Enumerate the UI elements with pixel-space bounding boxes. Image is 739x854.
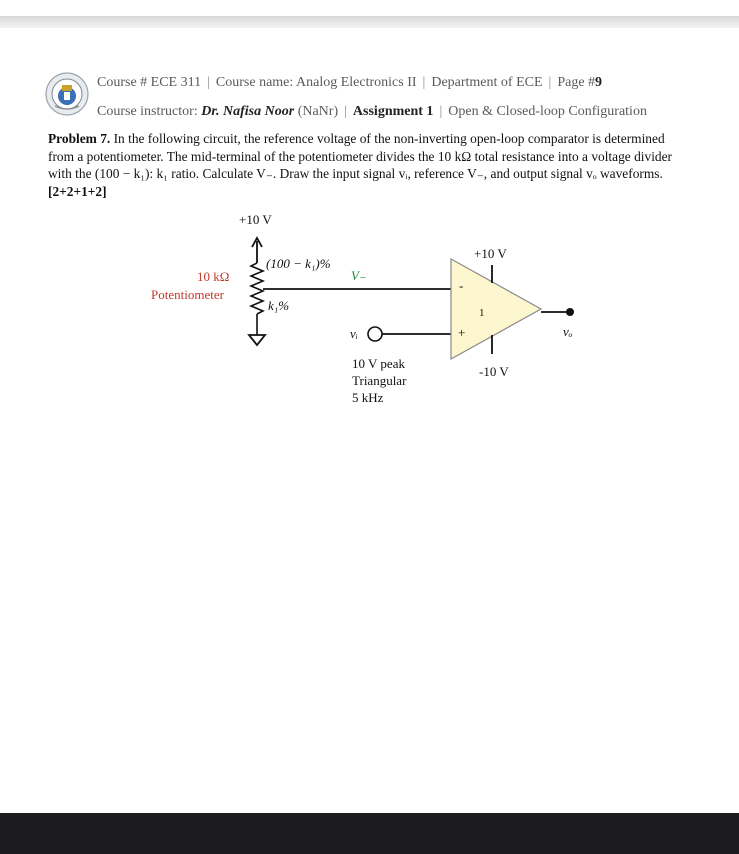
university-logo: [45, 72, 89, 116]
problem-marks: [2+2+1+2]: [48, 183, 107, 199]
pot-value-label: 10 kΩ: [197, 269, 230, 284]
problem-statement: [48, 130, 678, 200]
opamp-neg-supply-label: -10 V: [479, 364, 509, 379]
comparator-circuit: [140, 205, 600, 415]
page-top-shadow: [0, 16, 739, 28]
upper-ratio-label: (100 − k₁)%: [266, 256, 331, 271]
instructor-nick: (NaNr): [297, 104, 339, 119]
source-amplitude: 10 V peak: [352, 356, 405, 371]
topic: Open & Closed-loop Configuration: [448, 104, 647, 119]
course-name: Course name: Analog Electronics II: [215, 75, 417, 90]
instructor-label: Course instructor:: [97, 104, 198, 119]
pot-name-label: Potentiometer: [151, 287, 224, 302]
v-minus-label: V₋: [351, 268, 366, 283]
page-label: Page #: [557, 75, 596, 90]
viewer-top-bar: [0, 0, 739, 16]
course-header-line1: Course # ECE 311 | Course name: Analog Electronics II | Department of ECE | Page #9: [97, 75, 603, 90]
v-out-label: vₒ: [563, 324, 573, 339]
potentiometer-zigzag: [251, 263, 263, 314]
input-terminal: [368, 327, 382, 341]
instructor-name: Dr. Nafisa Noor: [201, 104, 295, 119]
output-terminal: [566, 308, 574, 316]
course-header-line2: Course instructor: Dr. Nafisa Noor (NaNr) | Assignment 1 | Open & Closed-loop Configuration: [97, 104, 647, 119]
opamp-plus-label: +: [458, 325, 466, 340]
problem-text: In the following circuit, the reference voltage of the non-inverting open-loop comparator is determined from a potentiometer. The mid-terminal of the potentiometer divides the 10 kΩ total resistance into a voltage divider with the (100 − k₁): k₁ ratio. Calculate V₋. Draw the input signal vᵢ, reference V₋, and output signal vₒ waveforms.: [48, 131, 673, 181]
viewer-bottom-bar: [0, 813, 739, 854]
problem-label: Problem 7.: [48, 131, 111, 146]
page-number: 9: [595, 75, 603, 90]
supply-top-label: +10 V: [239, 212, 272, 227]
department: Department of ECE: [431, 75, 543, 90]
v-in-label: vᵢ: [350, 326, 358, 341]
assignment-label: Assignment 1: [352, 104, 434, 119]
course-number: Course # ECE 311: [97, 75, 202, 90]
opamp-pos-supply-label: +10 V: [474, 246, 507, 261]
opamp-minus-label: -: [459, 278, 464, 293]
opamp-id-label: 1: [479, 307, 485, 319]
source-frequency: 5 kHz: [352, 390, 384, 405]
ground-symbol: [249, 335, 265, 345]
lower-ratio-label: k₁%: [268, 298, 290, 313]
opamp-triangle: [451, 259, 541, 359]
source-waveform: Triangular: [352, 373, 407, 388]
